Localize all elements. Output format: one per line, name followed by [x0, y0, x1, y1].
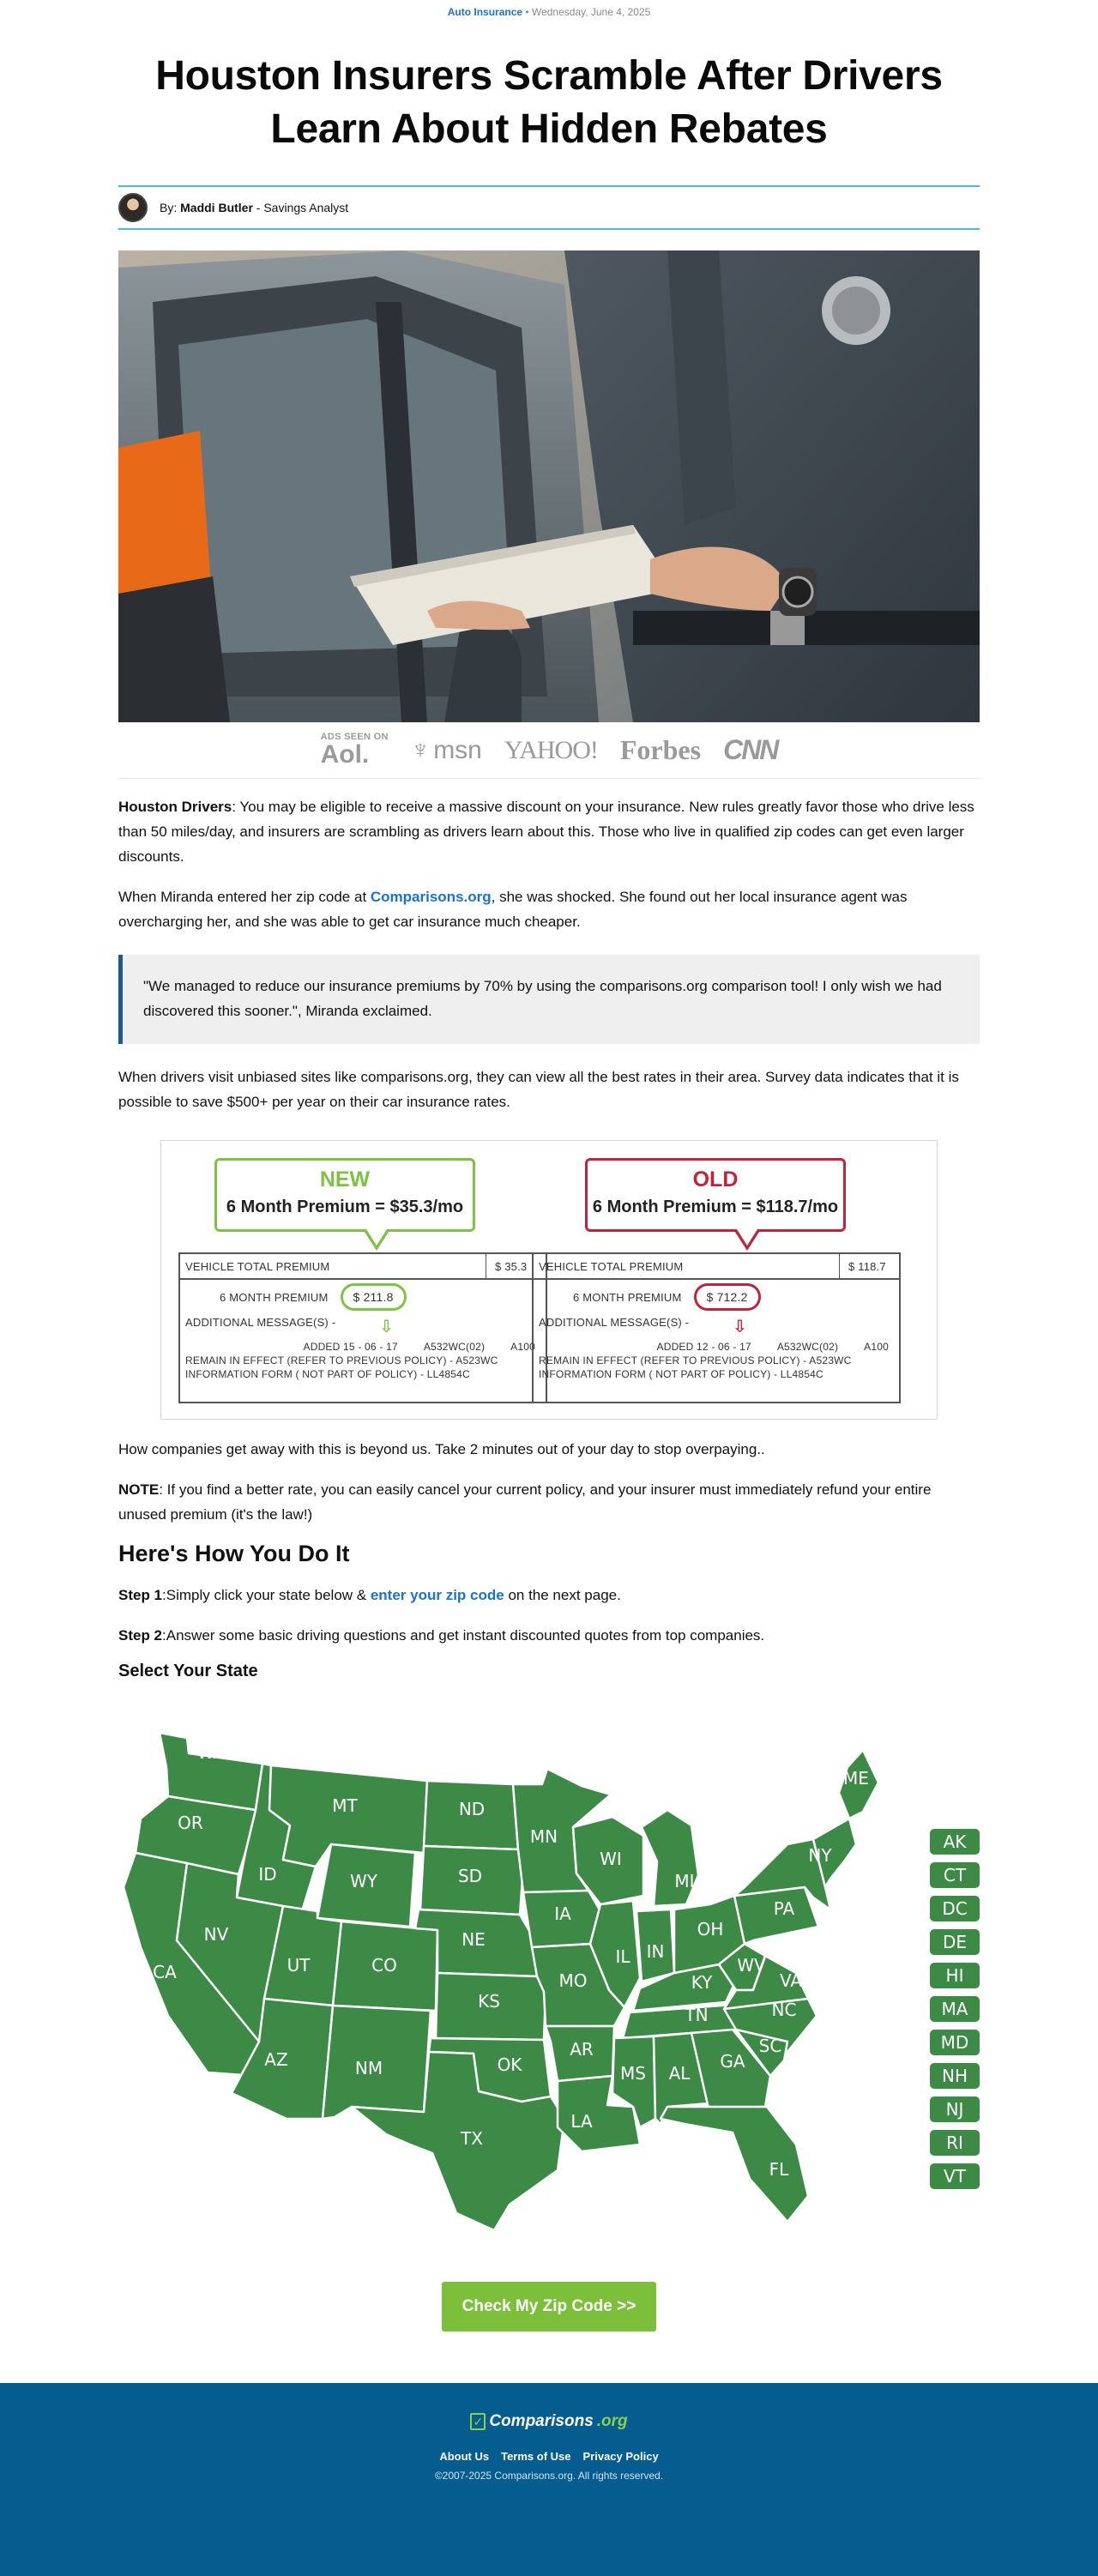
state-label-nc[interactable]: NC [771, 2000, 797, 2020]
state-button-dc[interactable]: DC [930, 1896, 980, 1921]
author-name: Maddi Butler [180, 201, 253, 214]
state-label-mi[interactable]: MI [674, 1871, 695, 1891]
form-code-1: A532WC(02) [423, 1341, 486, 1353]
state-label-mo[interactable]: MO [558, 1970, 588, 1991]
step-1-text-after: on the next page. [504, 1587, 621, 1603]
step-1-text-before: :Simply click your state below & [162, 1587, 371, 1603]
testimonial-quote: "We managed to reduce our insurance premiums by 70% by using the comparisons.org comparison tool! I only wish we had discovered this sooner.", Miranda exclaimed. [118, 955, 980, 1044]
intro-lead: Houston Drivers [118, 799, 232, 815]
form-remain-text: REMAIN IN EFFECT (REFER TO PREVIOUS POLICY) - A523WC [185, 1354, 498, 1366]
state-label-co[interactable]: CO [371, 1955, 397, 1976]
enter-zip-link[interactable]: enter your zip code [370, 1587, 504, 1603]
form-code-2: A100 [864, 1341, 889, 1353]
state-label-oh[interactable]: OH [697, 1919, 724, 1940]
new-policy-form [178, 1252, 547, 1403]
state-label-wy[interactable]: WY [350, 1871, 377, 1891]
state-label-ia[interactable]: IA [554, 1903, 571, 1924]
state-label-il[interactable]: IL [615, 1946, 630, 1967]
state-label-ok[interactable]: OK [497, 2054, 522, 2075]
state-button-hi[interactable]: HI [930, 1963, 980, 1988]
state-label-in[interactable]: IN [646, 1941, 665, 1962]
footer-link-about[interactable]: About Us [439, 2450, 490, 2463]
author-role: - Savings Analyst [256, 201, 349, 214]
howto-heading: Here's How You Do It [118, 1541, 350, 1566]
state-label-wa[interactable]: WA [196, 1742, 226, 1763]
intro-text: : You may be eligible to receive a massive discount on your insurance. New rules greatly favor those who drive less than 50 miles/day, and insurers are scrambling as drivers learn about this. Those who live in qualified zip codes can get even larger discounts. [118, 799, 974, 865]
state-label-sd[interactable]: SD [457, 1866, 483, 1886]
state-button-nh[interactable]: NH [930, 2063, 980, 2089]
note-text: : If you find a better rate, you can easily cancel your current policy, and your insurer must immediately refund your entire unused premium (it's the law!) [118, 1481, 932, 1523]
cnn-logo: CNN [723, 734, 778, 765]
state-label-fl[interactable]: FL [769, 2159, 789, 2180]
category-label[interactable]: Auto Insurance [447, 6, 523, 18]
form-total-label: VEHICLE TOTAL PREMIUM [539, 1259, 684, 1273]
meta-separator: • [525, 6, 529, 18]
state-label-wi[interactable]: WI [600, 1849, 622, 1869]
state-label-ks[interactable]: KS [478, 1991, 500, 2012]
state-label-nv[interactable]: NV [203, 1924, 229, 1945]
footer-logo-tld: .org [596, 2412, 628, 2430]
state-button-nj[interactable]: NJ [930, 2096, 980, 2122]
state-button-de[interactable]: DE [930, 1929, 980, 1955]
article-date: Wednesday, June 4, 2025 [531, 6, 651, 18]
form-six-month-label: 6 MONTH PREMIUM [573, 1290, 682, 1304]
checkmark-icon: ✓ [470, 2413, 486, 2430]
form-message-label: ADDITIONAL MESSAGE(S) - [539, 1316, 690, 1329]
form-total-row [534, 1254, 899, 1280]
state-label-va[interactable]: VA [779, 1970, 803, 1991]
state-label-ky[interactable]: KY [691, 1972, 713, 1993]
paragraph-note [118, 1477, 980, 1527]
us-map [118, 1716, 908, 2230]
callout-tail-inner [737, 1229, 757, 1246]
old-premium-text: 6 Month Premium = $118.7/mo [592, 1198, 839, 1216]
article-meta [118, 0, 980, 24]
footer-logo-main: Comparisons [489, 2412, 594, 2430]
ads-seen-on-bar [118, 722, 980, 779]
state-button-vt[interactable]: VT [930, 2163, 980, 2189]
form-total-label: VEHICLE TOTAL PREMIUM [185, 1259, 330, 1273]
form-added-row [534, 1341, 899, 1353]
state-label-me[interactable]: ME [843, 1768, 869, 1789]
state-label-nd[interactable]: ND [458, 1799, 486, 1819]
state-label-nm[interactable]: NM [354, 2058, 383, 2078]
byline-prefix: By: [160, 201, 178, 214]
msn-logo [411, 736, 482, 765]
state-label-pa[interactable]: PA [773, 1898, 795, 1919]
miranda-text-before: When Miranda entered her zip code at [118, 889, 371, 905]
state-label-ms[interactable]: MS [620, 2063, 646, 2084]
select-state-heading: Select Your State [118, 1662, 258, 1680]
state-label-wv[interactable]: WV [737, 1955, 766, 1976]
paragraph-miranda [118, 884, 980, 934]
state-label-al[interactable]: AL [668, 2063, 691, 2084]
step-1 [118, 1583, 980, 1608]
state-label-or[interactable]: OR [178, 1813, 203, 1833]
footer-copyright: ©2007-2025 Comparisons.org. All rights reserved. [434, 2470, 664, 2482]
form-added-row [180, 1341, 546, 1353]
form-info-text: INFORMATION FORM ( NOT PART OF POLICY) - LL4854C [539, 1368, 824, 1380]
paragraph-survey: When drivers visit unbiased sites like comparisons.org, they can view all the best rates in their area. Survey data indicates that it is possible to save $500+ per year on their car insurance rates. [118, 1069, 959, 1110]
state-label-tn[interactable]: TN [685, 2005, 709, 2025]
new-premium-text: 6 Month Premium = $35.3/mo [226, 1198, 464, 1216]
state-label-ga[interactable]: GA [720, 2051, 745, 2072]
form-six-month-row [534, 1280, 899, 1314]
avatar [118, 193, 148, 222]
form-six-month-label: 6 MONTH PREMIUM [220, 1290, 329, 1304]
state-MI[interactable] [642, 1810, 698, 1906]
note-lead: NOTE [118, 1481, 160, 1498]
hero-illustration [118, 250, 980, 722]
state-label-sc[interactable]: SC [758, 2036, 782, 2056]
form-six-month-amount: $ 712.2 [694, 1283, 761, 1311]
form-six-month-amount: $ 211.8 [341, 1283, 407, 1311]
footer-link-terms[interactable]: Terms of Use [501, 2450, 571, 2463]
old-policy-form [532, 1252, 901, 1403]
callout-tail-inner [366, 1229, 387, 1246]
ads-label: ADS SEEN ON [320, 732, 389, 742]
comparisons-link[interactable]: Comparisons.org [370, 889, 492, 905]
state-label-ny[interactable]: NY [808, 1845, 832, 1866]
paragraph-intro [118, 794, 980, 869]
down-arrow-icon: ⇩ [379, 1318, 394, 1336]
form-added-date: ADDED 12 - 06 - 17 [656, 1341, 751, 1353]
new-callout [214, 1158, 475, 1232]
page-title: Houston Insurers Scramble After Drivers Learn About Hidden Rebates [155, 53, 943, 152]
form-message-label: ADDITIONAL MESSAGE(S) - [185, 1316, 336, 1329]
state-label-id[interactable]: ID [258, 1864, 277, 1885]
down-arrow-icon: ⇩ [733, 1318, 747, 1336]
step-1-lead: Step 1 [118, 1587, 163, 1603]
state-label-ar[interactable]: AR [570, 2039, 594, 2060]
miranda-text-after: , she was shocked. She found out her local insurance agent was overcharging her, and she was able to get car insurance much cheaper. [118, 889, 908, 930]
byline [118, 185, 980, 230]
comparison-old [532, 1141, 901, 1419]
step-2 [118, 1623, 980, 1648]
state-button-ak[interactable]: AK [930, 1829, 980, 1855]
article-container [118, 0, 980, 2332]
footer [0, 2383, 1098, 2576]
old-tag: OLD [692, 1167, 739, 1191]
footer-link-privacy[interactable]: Privacy Policy [582, 2450, 659, 2463]
form-total-row [180, 1254, 546, 1280]
premium-comparison-image [160, 1140, 938, 1420]
form-added-date: ADDED 15 - 06 - 17 [303, 1341, 398, 1353]
form-total-amount: $ 118.7 [839, 1254, 894, 1278]
state-label-mn[interactable]: MN [529, 1826, 558, 1847]
state-button-ma[interactable]: MA [930, 1996, 980, 2022]
state-label-tx[interactable]: TX [461, 2128, 483, 2149]
aol-logo: Aol. [320, 740, 370, 769]
state-button-ct[interactable]: CT [930, 1862, 980, 1888]
state-label-az[interactable]: AZ [264, 2049, 288, 2070]
state-button-ri[interactable]: RI [930, 2130, 980, 2156]
new-tag: NEW [319, 1167, 371, 1191]
form-code-1: A532WC(02) [776, 1341, 839, 1353]
form-total-amount: $ 35.3 [486, 1254, 540, 1278]
form-six-month-row [180, 1280, 546, 1314]
step-2-text: :Answer some basic driving questions and get instant discounted quotes from top companies. [162, 1627, 765, 1644]
form-info-text: INFORMATION FORM ( NOT PART OF POLICY) - LL4854C [185, 1368, 470, 1380]
msn-logo-text: msn [433, 735, 482, 764]
state-label-ca[interactable]: CA [153, 1962, 177, 1982]
forbes-logo: Forbes [619, 734, 702, 765]
butterfly-icon: ♆ [410, 735, 431, 764]
small-state-buttons [930, 1829, 980, 2197]
state-label-mt[interactable]: MT [332, 1795, 358, 1816]
state-label-ut[interactable]: UT [287, 1955, 311, 1976]
state-button-md[interactable]: MD [930, 2030, 980, 2055]
paragraph-beyond-us: How companies get away with this is beyond us. Take 2 minutes out of your day to stop overpaying.. [118, 1441, 765, 1457]
state-label-ne[interactable]: NE [462, 1929, 486, 1950]
old-callout [585, 1158, 846, 1232]
footer-links [0, 2450, 1098, 2463]
check-zip-button[interactable]: Check My Zip Code >> [442, 2282, 656, 2332]
state-label-la[interactable]: LA [570, 2111, 593, 2132]
footer-logo[interactable] [470, 2412, 627, 2431]
yahoo-logo: YAHOO! [504, 735, 598, 764]
ads-label-block [321, 733, 389, 768]
state-map [118, 1716, 980, 2230]
comparison-new [161, 1141, 535, 1419]
hero-image [118, 250, 980, 722]
form-remain-text: REMAIN IN EFFECT (REFER TO PREVIOUS POLICY) - A523WC [539, 1354, 852, 1366]
form-code-2: A100 [510, 1341, 535, 1353]
step-2-lead: Step 2 [118, 1627, 163, 1644]
